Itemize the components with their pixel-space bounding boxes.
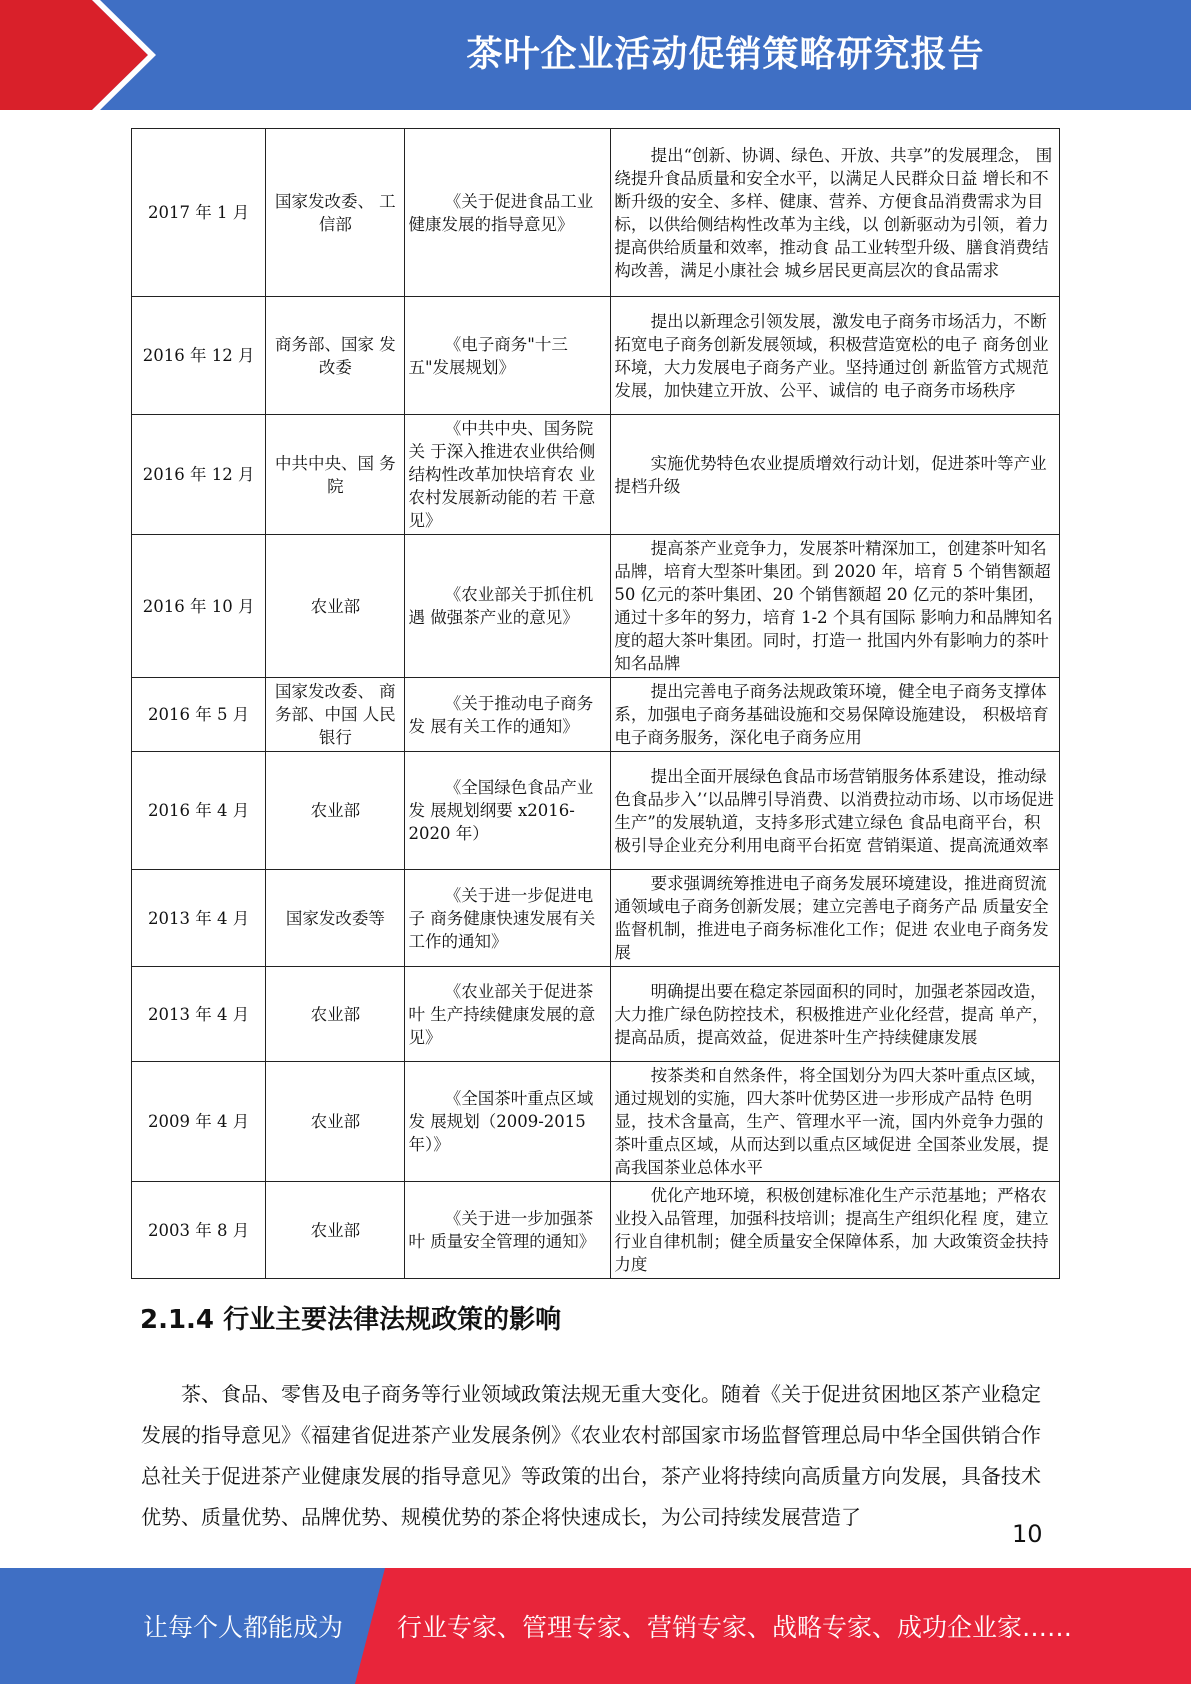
policy-dept-cell: 国家发改委等	[266, 870, 405, 967]
policy-name-cell: 《全国茶叶重点区域发 展规划（2009-2015 年）》	[405, 1062, 611, 1182]
policy-desc-cell: 提高茶产业竞争力，发展茶叶精深加工，创建茶叶知名品牌，培育大型茶叶集团。到 2020 年，培育 5 个销售额超 50 亿元的茶叶集团、20 个销售额超 20 亿元的茶叶集团，通过十多年的努力，培育 1-2 个具有国际 影响力和品牌知名度的超大茶叶集团。同时，打造一 批国内外有影响力的茶叶知名品牌	[611, 535, 1060, 678]
policy-dept-cell: 中共中央、国 务院	[266, 415, 405, 535]
table-row	[132, 967, 1060, 1062]
policy-name-cell: 《全国绿色食品产业发 展规划纲要 x2016-2020 年）	[405, 752, 611, 870]
policy-dept-cell: 农业部	[266, 1182, 405, 1279]
policy-date-cell: 2013 年 4 月	[132, 967, 266, 1062]
table-row	[132, 1182, 1060, 1279]
table-row	[132, 678, 1060, 752]
policy-date-cell: 2016 年 4 月	[132, 752, 266, 870]
policy-desc-cell: 提出“创新、协调、绿色、开放、共享”的发展理念， 围绕提升食品质量和安全水平，以满足人民群众日益 增长和不断升级的安全、多样、健康、营养、方便食品消费需求为目标，以供给侧结构性改革为主线，以 创新驱动为引领，着力提高供给质量和效率，推动食 品工业转型升级、膳食消费结构改善，满足小康社会 城乡居民更高层次的食品需求	[611, 129, 1060, 297]
policy-table	[131, 128, 1060, 1279]
policy-name-cell: 《农业部关于抓住机遇 做强茶产业的意见》	[405, 535, 611, 678]
policy-desc-cell: 要求强调统筹推进电子商务发展环境建设，推进商贸流通领域电子商务创新发展；建立完善电子商务产品 质量安全监督机制，推进电子商务标准化工作；促进 农业电子商务发展	[611, 870, 1060, 967]
footer-left-text: 让每个人都能成为	[143, 1613, 344, 1642]
footer-right-text: 行业专家、管理专家、营销专家、战略专家、成功企业家……	[397, 1613, 1073, 1642]
policy-name-cell: 《关于进一步加强茶叶 质量安全管理的通知》	[405, 1182, 611, 1279]
policy-dept-cell: 国家发改委、 商务部、中国 人民银行	[266, 678, 405, 752]
table-row	[132, 129, 1060, 297]
policy-name-cell: 《关于进一步促进电子 商务健康快速发展有关 工作的通知》	[405, 870, 611, 967]
policy-date-cell: 2003 年 8 月	[132, 1182, 266, 1279]
page-number: 10	[1012, 1520, 1043, 1548]
policy-date-cell: 2016 年 5 月	[132, 678, 266, 752]
policy-desc-cell: 明确提出要在稳定茶园面积的同时，加强老茶园改造， 大力推广绿色防控技术，积极推进产业化经营，提高 单产，提高品质，提高效益，促进茶叶生产持续健康发展	[611, 967, 1060, 1062]
table-row	[132, 535, 1060, 678]
policy-dept-cell: 农业部	[266, 752, 405, 870]
table-row	[132, 752, 1060, 870]
policy-name-cell: 《电子商务"十三五"发展规划》	[405, 297, 611, 415]
table-row	[132, 870, 1060, 967]
page-header	[0, 0, 1191, 110]
policy-date-cell: 2013 年 4 月	[132, 870, 266, 967]
policy-desc-cell: 提出以新理念引领发展，激发电子商务市场活力，不断拓宽电子商务创新发展领域，积极营造宽松的电子 商务创业环境，大力发展电子商务产业。坚持通过创 新监管方式规范发展，加快建立开放、公平、诚信的 电子商务市场秩序	[611, 297, 1060, 415]
policy-dept-cell: 国家发改委、 工信部	[266, 129, 405, 297]
body-paragraph: 茶、食品、零售及电子商务等行业领域政策法规无重大变化。随着《关于促进贫困地区茶产业稳定发展的指导意见》《福建省促进茶产业发展条例》《农业农村部国家市场监督管理总局中华全国供销合作总社关于促进茶产业健康发展的指导意见》等政策的出台，茶产业将持续向高质量方向发展，具备技术优势、质量优势、品牌优势、规模优势的茶企将快速成长，为公司持续发展营造了	[141, 1382, 1041, 1529]
page-footer	[0, 1568, 1191, 1684]
policy-desc-cell: 提出全面开展绿色食品市场营销服务体系建设，推动绿色食品步入’‘以品牌引导消费、以消费拉动市场、以市场促进生产”的发展轨道，支持多形式建立绿色 食品电商平台，积极引导企业充分利用电商平台拓宽 营销渠道、提高流通效率	[611, 752, 1060, 870]
policy-dept-cell: 农业部	[266, 967, 405, 1062]
policy-dept-cell: 农业部	[266, 1062, 405, 1182]
policy-date-cell: 2009 年 4 月	[132, 1062, 266, 1182]
table-row	[132, 415, 1060, 535]
policy-desc-cell: 按茶类和自然条件，将全国划分为四大茶叶重点区域， 通过规划的实施，四大茶叶优势区进一步形成产品特 色明显，技术含量高，生产、管理水平一流，国内外竞争力强的茶叶重点区域，从而达到以重点区域促进 全国茶业发展，提高我国茶业总体水平	[611, 1062, 1060, 1182]
table-row	[132, 1062, 1060, 1182]
policy-desc-cell: 实施优势特色农业提质增效行动计划，促进茶叶等产业提档升级	[611, 415, 1060, 535]
policy-desc-cell: 优化产地环境，积极创建标准化生产示范基地；严格农业投入品管理，加强科技培训；提高生产组织化程 度，建立行业自律机制；健全质量安全保障体系，加 大政策资金扶持力度	[611, 1182, 1060, 1279]
policy-table-body	[132, 129, 1060, 1279]
policy-date-cell: 2016 年 12 月	[132, 297, 266, 415]
policy-date-cell: 2016 年 10 月	[132, 535, 266, 678]
policy-name-cell: 《农业部关于促进茶叶 生产持续健康发展的意 见》	[405, 967, 611, 1062]
policy-date-cell: 2016 年 12 月	[132, 415, 266, 535]
header-arrow-graphic	[0, 0, 260, 110]
policy-dept-cell: 商务部、国家 发改委	[266, 297, 405, 415]
policy-desc-cell: 提出完善电子商务法规政策环境，健全电子商务支撑体系，加强电子商务基础设施和交易保障设施建设， 积极培育电子商务服务，深化电子商务应用	[611, 678, 1060, 752]
policy-name-cell: 《关于推动电子商务发 展有关工作的通知》	[405, 678, 611, 752]
header-title: 茶叶企业活动促销策略研究报告	[466, 34, 985, 75]
policy-date-cell: 2017 年 1 月	[132, 129, 266, 297]
table-row	[132, 297, 1060, 415]
policy-dept-cell: 农业部	[266, 535, 405, 678]
policy-name-cell: 《中共中央、国务院关 于深入推进农业供给侧 结构性改革加快培育农 业农村发展新动能的若 干意见》	[405, 415, 611, 535]
section-heading: 2.1.4 行业主要法律法规政策的影响	[140, 1305, 562, 1335]
policy-name-cell: 《关于促进食品工业健康发展的指导意见》	[405, 129, 611, 297]
